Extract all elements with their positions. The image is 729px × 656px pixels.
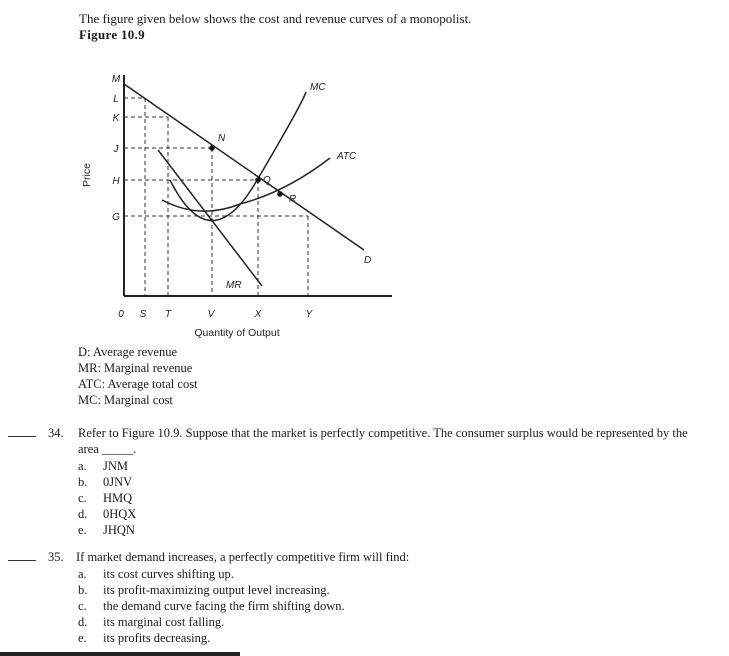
demand-curve	[124, 84, 364, 250]
question-text: Refer to Figure 10.9. Suppose that the market is perfectly competitive. The consumer surplus would be represented by the area _____.	[78, 426, 688, 456]
atc-label: ATC	[337, 151, 357, 162]
ytick-G: G	[112, 212, 120, 223]
ytick-L: L	[113, 94, 119, 105]
option-a: a. its cost curves shifting up.	[78, 567, 234, 581]
question-text: If market demand increases, a perfectly competitive firm will find:	[76, 550, 410, 564]
bottom-border	[0, 652, 240, 656]
legend-item: D: Average revenue	[78, 345, 178, 359]
ytick-H: H	[112, 176, 120, 187]
point-R-label: R	[289, 194, 297, 205]
ytick-K: K	[112, 113, 120, 124]
option-e: e. JHQN	[78, 523, 135, 537]
point-Q-label: Q	[263, 175, 271, 186]
option-d: d. its marginal cost falling.	[78, 615, 225, 629]
xtick-Y: Y	[305, 309, 313, 320]
option-c: c. the demand curve facing the firm shifting down.	[78, 599, 345, 613]
option-e: e. its profits decreasing.	[78, 631, 211, 645]
option-d: d. 0HQX	[78, 507, 137, 521]
mc-label: MC	[310, 82, 326, 93]
mr-label: MR	[226, 280, 242, 291]
answer-blank[interactable]	[8, 436, 36, 437]
ytick-M: M	[111, 74, 121, 85]
atc-curve	[162, 158, 330, 211]
mc-curve	[170, 92, 306, 221]
point-Q-dot	[255, 177, 261, 183]
xtick-0: 0	[118, 309, 124, 320]
xtick-V: V	[207, 309, 215, 320]
option-c: c. HMQ	[78, 491, 133, 505]
x-axis-label: Quantity of Output	[194, 327, 280, 339]
y-axis-label: Price	[81, 163, 93, 187]
answer-blank[interactable]	[8, 560, 36, 561]
option-b: b. its profit-maximizing output level increasing.	[78, 583, 330, 597]
option-a: a. JNM	[78, 459, 129, 473]
question-number: 35.	[48, 550, 64, 564]
intro-text: The figure given below shows the cost and revenue curves of a monopolist.	[79, 11, 472, 26]
point-R-dot	[277, 191, 283, 197]
legend-item: MR: Marginal revenue	[78, 361, 193, 375]
legend-item: ATC: Average total cost	[78, 377, 198, 391]
legend	[78, 344, 198, 408]
xtick-S: S	[139, 309, 147, 320]
point-N-label: N	[218, 133, 226, 144]
figure-title: Figure 10.9	[79, 27, 145, 42]
point-N-dot	[209, 145, 215, 151]
xtick-T: T	[164, 309, 172, 320]
legend-item: MC: Marginal cost	[78, 393, 173, 407]
ytick-J: J	[113, 144, 119, 155]
xtick-X: X	[254, 309, 262, 320]
mr-curve	[158, 150, 262, 286]
demand-label: D	[364, 255, 372, 266]
question-number: 34.	[48, 426, 64, 440]
option-b: b. 0JNV	[78, 475, 133, 489]
